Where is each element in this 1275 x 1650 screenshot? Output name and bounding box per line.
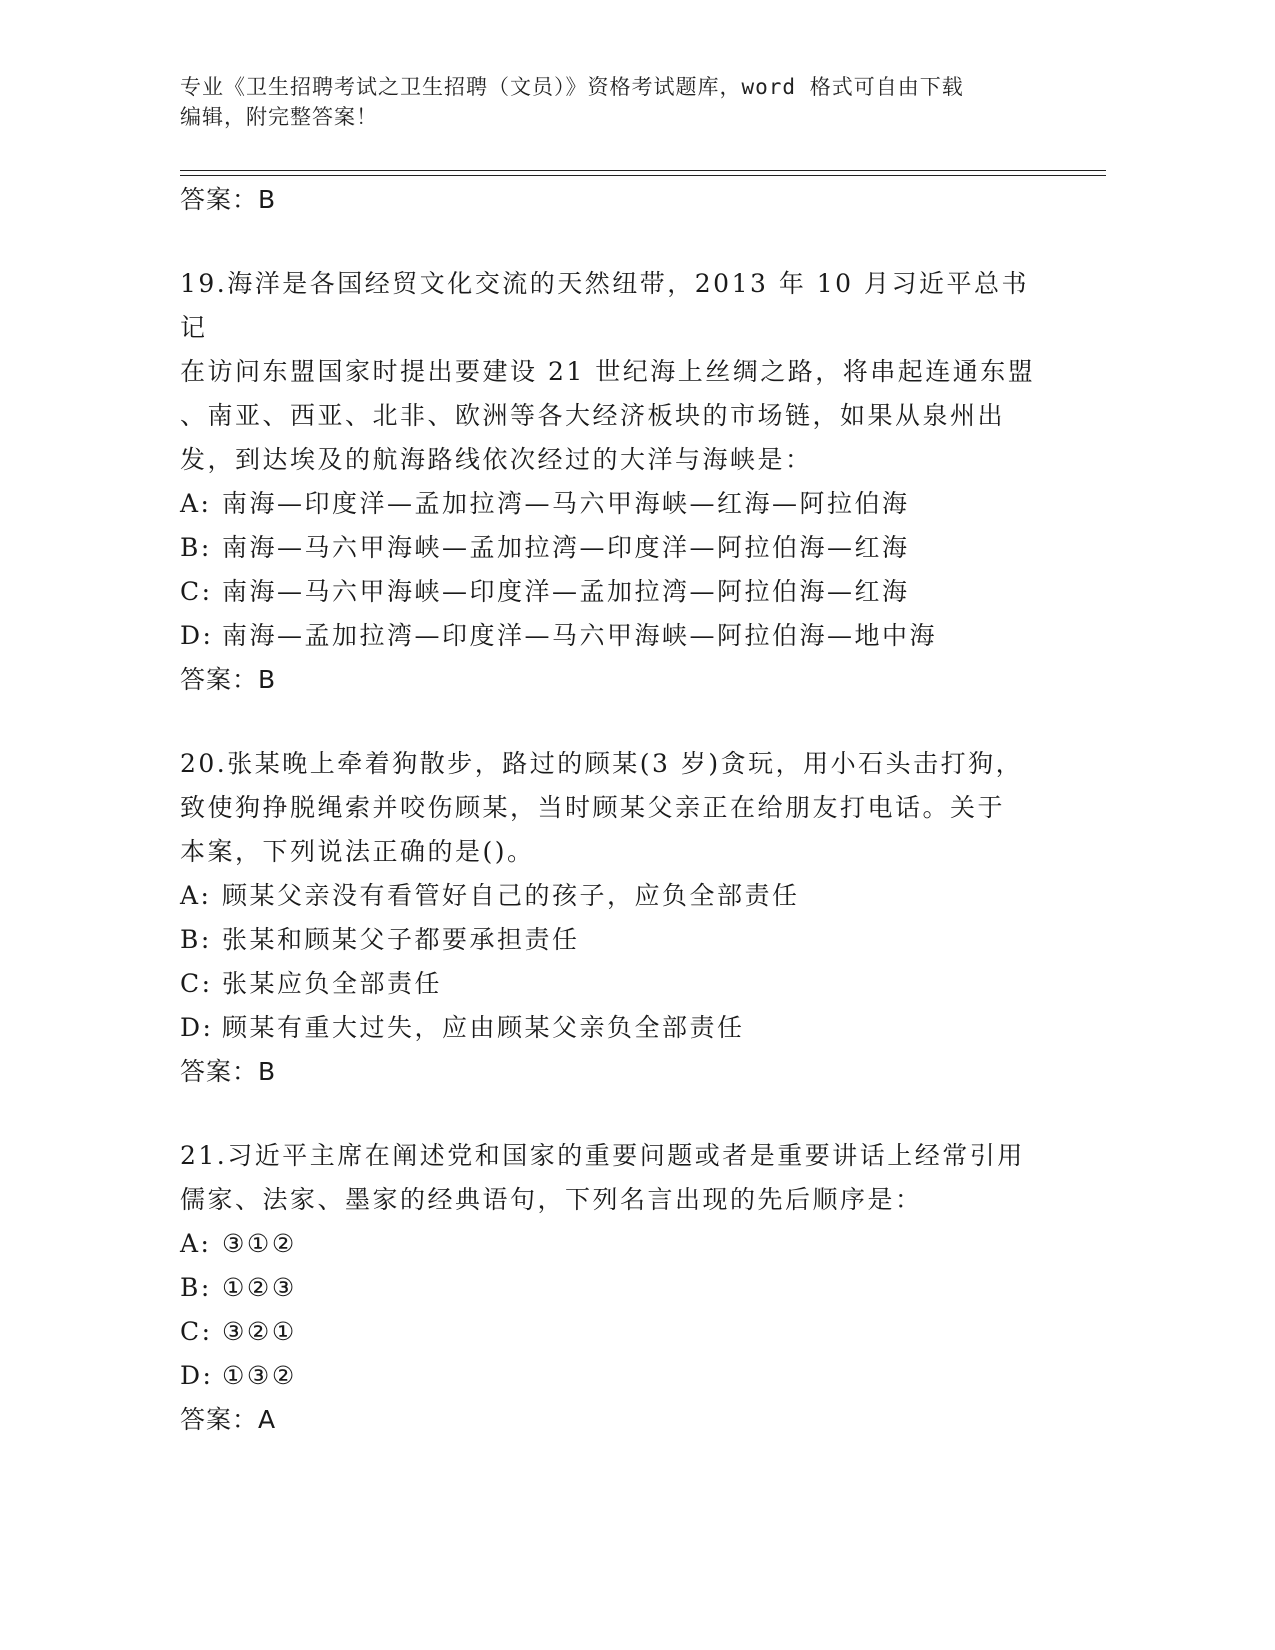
option-letter: B:	[180, 1273, 212, 1302]
header-divider-top	[180, 170, 1106, 171]
option-letter: D:	[180, 1013, 214, 1042]
option-text: 张某应负全部责任	[222, 969, 443, 998]
option-a	[180, 482, 1040, 526]
option-letter: C:	[180, 577, 213, 606]
option-letter: C:	[180, 969, 213, 998]
option-b	[180, 918, 1040, 962]
question-line: 在访问东盟国家时提出要建设 21 世纪海上丝绸之路，将串起连通东盟	[180, 357, 1036, 386]
question-20	[180, 742, 1040, 1094]
option-text: ①③②	[222, 1361, 297, 1390]
option-d	[180, 1354, 1040, 1398]
option-text: 张某和顾某父子都要承担责任	[222, 925, 580, 954]
option-a	[180, 1222, 1040, 1266]
option-letter: A:	[180, 881, 212, 910]
question-21	[180, 1134, 1040, 1442]
option-d	[180, 614, 1040, 658]
option-text: 顾某父亲没有看管好自己的孩子，应负全部责任	[222, 881, 800, 910]
option-letter: D:	[180, 1361, 214, 1390]
option-text: ①②③	[222, 1273, 297, 1302]
option-text: 南海—马六甲海峡—孟加拉湾—印度洋—阿拉伯海—红海	[222, 533, 910, 562]
option-letter: B:	[180, 925, 212, 954]
question-line: 儒家、法家、墨家的经典语句，下列名言出现的先后顺序是：	[180, 1185, 923, 1214]
option-text: 南海—印度洋—孟加拉湾—马六甲海峡—红海—阿拉伯海	[222, 489, 910, 518]
answer-21: 答案：A	[180, 1405, 277, 1434]
document-header	[180, 72, 1040, 132]
header-line-1: 专业《卫生招聘考试之卫生招聘（文员）》资格考试题库，word 格式可自由下载	[180, 75, 964, 99]
question-line: 致使狗挣脱绳索并咬伤顾某，当时顾某父亲正在给朋友打电话。关于	[180, 793, 1006, 822]
option-letter: C:	[180, 1317, 213, 1346]
option-c	[180, 570, 1040, 614]
answer-19: 答案：B	[180, 665, 277, 694]
option-c	[180, 962, 1040, 1006]
header-line-2: 编辑，附完整答案！	[180, 105, 378, 129]
option-text: 南海—马六甲海峡—印度洋—孟加拉湾—阿拉伯海—红海	[222, 577, 910, 606]
question-line: 19.海洋是各国经贸文化交流的天然纽带，2013 年 10 月习近平总书记	[180, 269, 1030, 342]
question-line: 发，到达埃及的航海路线依次经过的大洋与海峡是：	[180, 445, 813, 474]
option-c	[180, 1310, 1040, 1354]
question-line: 、南亚、西亚、北非、欧洲等各大经济板块的市场链，如果从泉州出	[180, 401, 1006, 430]
option-b	[180, 526, 1040, 570]
option-text: 南海—孟加拉湾—印度洋—马六甲海峡—阿拉伯海—地中海	[222, 621, 938, 650]
answer-18: 答案：B	[180, 185, 277, 214]
option-letter: A:	[180, 1229, 212, 1258]
question-19	[180, 262, 1040, 702]
option-letter: A:	[180, 489, 212, 518]
answer-20: 答案：B	[180, 1057, 277, 1086]
option-letter: B:	[180, 533, 212, 562]
option-text: 顾某有重大过失，应由顾某父亲负全部责任	[222, 1013, 745, 1042]
option-text: ③①②	[222, 1229, 297, 1258]
option-d	[180, 1006, 1040, 1050]
document-body	[180, 178, 1040, 1442]
option-letter: D:	[180, 621, 214, 650]
option-b	[180, 1266, 1040, 1310]
option-a	[180, 874, 1040, 918]
header-divider-bottom	[180, 175, 1106, 176]
question-line: 21.习近平主席在阐述党和国家的重要问题或者是重要讲话上经常引用	[180, 1141, 1025, 1170]
question-line: 本案，下列说法正确的是()。	[180, 837, 535, 866]
question-line: 20.张某晚上牵着狗散步，路过的顾某(3 岁)贪玩，用小石头击打狗，	[180, 749, 1024, 778]
option-text: ③②①	[222, 1317, 297, 1346]
